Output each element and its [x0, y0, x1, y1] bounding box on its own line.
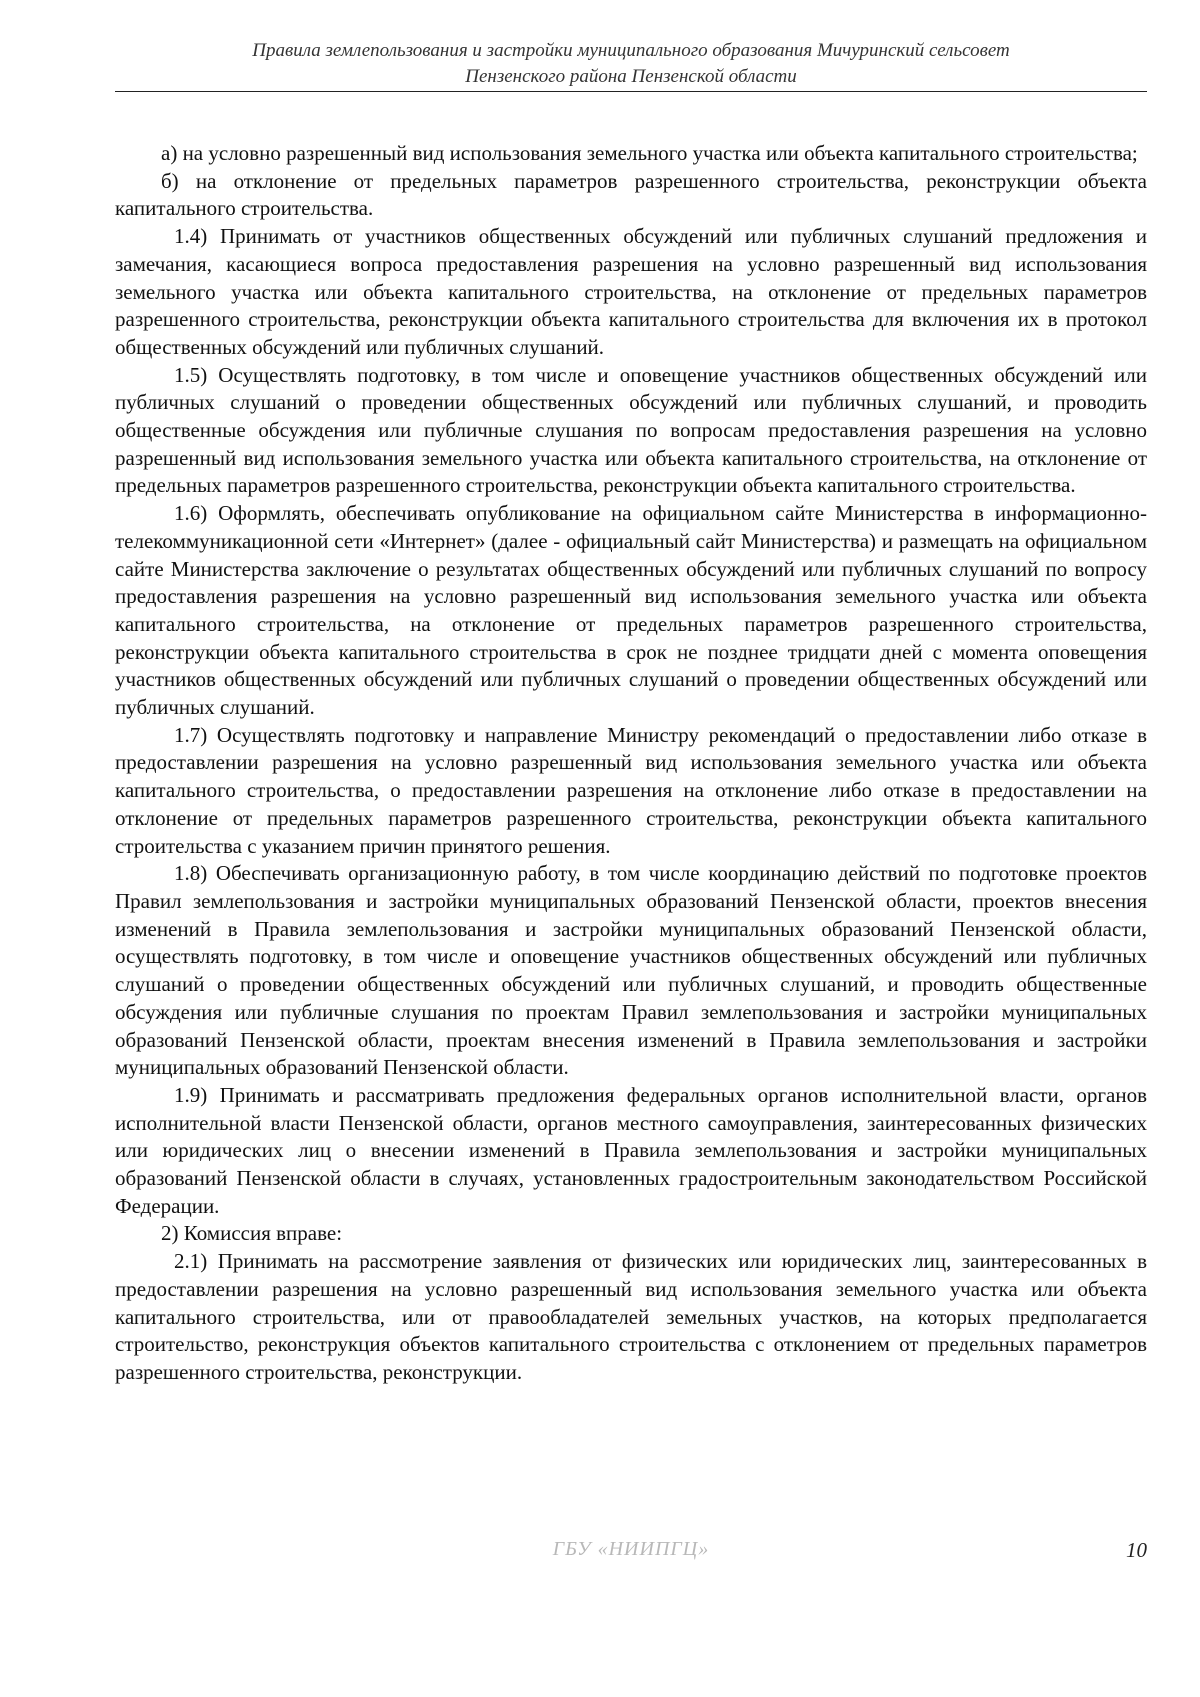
paragraph-1-6: 1.6) Оформлять, обеспечивать опубликование на официальном сайте Министерства в информационно-телекоммуникационной сети «Интернет» (далее - официальный сайт Министерства) и размещать на официальном сайте Министерства заключение о результатах общественных обсуждений или публичных слушаний по вопросу предоставления разрешения на условно разрешенный вид использования земельного участка или объекта капитального строительства, на отклонение от предельных параметров разрешенного строительства, реконструкции объекта капитального строительства в срок не позднее тридцати дней с момента оповещения участников общественных обсуждений или публичных слушаний о проведении общественных обсуждений или публичных слушаний. — [115, 501, 1147, 720]
paragraph-2-1: 2.1) Принимать на рассмотрение заявления от физических или юридических лиц, заинтересованных в предоставлении разрешения на условно разрешенный вид использования земельного участка или объекта капитального строительства, или от правообладателей земельных участков, на которых предполагается строительство, реконструкция объектов капитального строительства с отклонением от предельных параметров разрешенного строительства, реконструкции. — [115, 1249, 1147, 1384]
paragraph-item-b: б) на отклонение от предельных параметров разрешенного строительства, реконструкции объекта капитального строительства. — [115, 168, 1147, 221]
paragraph-1-9: 1.9) Принимать и рассматривать предложения федеральных органов исполнительной власти, органов исполнительной власти Пензенской области, органов местного самоуправления, заинтересованных физических или юридических лиц о внесении изменений в Правила землепользования и застройки муниципальных образований Пензенской области в случаях, установленных градостроительным законодательством Российской Федерации. — [115, 1082, 1147, 1218]
paragraph-1-8: 1.8) Обеспечивать организационную работу, в том числе координацию действий по подготовке проектов Правил землепользования и застройки муниципальных образований Пензенской области, проектов внесения изменений в Правила землепользования и застройки муниципальных образований Пензенской области, осуществлять подготовку, в том числе и оповещение участников общественных обсуждений или публичных слушаний о проведении общественных обсуждений или публичных слушаний, и проводить общественные обсуждения или публичные слушания по проектам Правил землепользования и застройки муниципальных образований Пензенской области, проектам внесения изменений в Правила землепользования и застройки муниципальных образований Пензенской области. — [115, 861, 1147, 1080]
header-title-line-2: Пензенского района Пензенской области — [465, 66, 797, 87]
running-header — [115, 38, 1147, 90]
page-number: 10 — [1126, 1538, 1147, 1562]
paragraph-1-5: 1.5) Осуществлять подготовку, в том числе и оповещение участников общественных обсуждений или публичных слушаний о проведении общественных обсуждений или публичных слушаний, и проводить общественные обсуждения или публичные слушания по вопросам предоставления разрешения на условно разрешенный вид использования земельного участка или объекта капитального строительства, на отклонение от предельных параметров разрешенного строительства, реконструкции объекта капитального строительства. — [115, 362, 1147, 498]
paragraph-2: 2) Комиссия вправе: — [161, 1221, 343, 1246]
document-body — [115, 140, 1147, 1387]
paragraph-item-a: а) на условно разрешенный вид использования земельного участка или объекта капитального строительства; — [161, 141, 1138, 165]
footer-organization: ГБУ «НИИПГЦ» — [552, 1538, 710, 1560]
header-divider — [115, 91, 1147, 92]
paragraph-1-4: 1.4) Принимать от участников общественных обсуждений или публичных слушаний предложения и замечания, касающиеся вопроса предоставления разрешения на условно разрешенный вид использования земельного участка или объекта капитального строительства, на отклонение от предельных параметров разрешенного строительства, реконструкции объекта капитального строительства для включения их в протокол общественных обсуждений или публичных слушаний. — [115, 224, 1147, 359]
header-title-line-1: Правила землепользования и застройки муниципального образования Мичуринский сельсовет — [252, 40, 1010, 61]
page-footer — [115, 1538, 1147, 1568]
paragraph-1-7: 1.7) Осуществлять подготовку и направление Министру рекомендаций о предоставлении либо отказе в предоставлении разрешения на условно разрешенный вид использования земельного участка или объекта капитального строительства, о предоставлении разрешения на отклонение либо отказе в предоставлении на отклонение от предельных параметров разрешенного строительства, реконструкции объекта капитального строительства с указанием причин принятого решения. — [115, 722, 1147, 858]
